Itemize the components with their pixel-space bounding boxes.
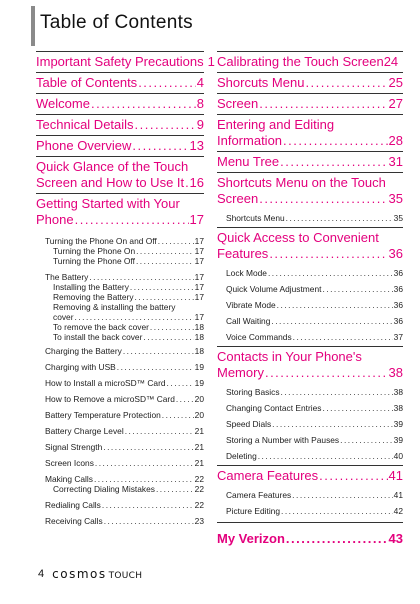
toc-entry-label: Phone [36, 212, 74, 227]
toc-sub-entry[interactable] [217, 213, 403, 223]
toc-entry-label: Charging with USB [45, 362, 116, 372]
dot-leader [103, 442, 193, 452]
toc-entry-label: Deleting [226, 451, 257, 461]
dot-leader [305, 75, 387, 91]
dot-leader [117, 362, 194, 372]
toc-page-number: 21 [194, 458, 204, 468]
toc-page-number: 21 [194, 442, 204, 452]
toc-sub-entry[interactable] [36, 426, 204, 436]
toc-page-number: 20 [194, 394, 204, 404]
dot-leader [102, 500, 194, 510]
dot-leader [258, 451, 393, 461]
toc-page-number: 18 [194, 346, 204, 356]
toc-page-number: 36 [393, 268, 403, 278]
toc-main-entry[interactable] [217, 172, 403, 209]
toc-sub-entry[interactable] [217, 316, 403, 326]
toc-entry-label: Calibrating the Touch Screen [217, 54, 384, 69]
dot-leader [94, 474, 194, 484]
toc-main-entry[interactable] [36, 51, 215, 72]
toc-page-number: 41 [388, 468, 403, 483]
toc-entry-label: Menu Tree [217, 154, 280, 169]
toc-sub-entry[interactable] [217, 268, 403, 278]
toc-sub-entry[interactable] [36, 302, 204, 322]
dot-leader [104, 516, 194, 526]
dot-leader [176, 394, 194, 404]
toc-page-number: 36 [388, 246, 403, 261]
toc-entry-first-line: Getting Started with Your [36, 196, 180, 211]
toc-page-number: 17 [194, 236, 204, 246]
toc-entry-label: Removing & installing the battery [53, 302, 176, 312]
toc-entry-label: Making Calls [45, 474, 93, 484]
toc-main-entry[interactable] [217, 151, 403, 172]
toc-page-number: 18 [194, 332, 204, 342]
toc-page-number: 43 [388, 531, 403, 546]
page-footer [38, 567, 142, 581]
toc-entry-label: Lock Mode [226, 268, 267, 278]
toc-page-number: 35 [388, 191, 403, 206]
toc-entry-label: My Verizon [217, 531, 285, 546]
toc-sub-entry[interactable] [36, 378, 204, 388]
dot-leader [283, 133, 387, 149]
dot-leader [125, 426, 194, 436]
brand-logo: cosmos TOUCH [52, 567, 143, 581]
toc-page-number: 13 [189, 138, 204, 153]
toc-page-number: 22 [194, 500, 204, 510]
toc-sub-entry[interactable] [217, 435, 403, 445]
dot-leader [286, 531, 388, 547]
toc-entry-label: Changing Contact Entries [226, 403, 322, 413]
toc-entry-label: Storing Basics [226, 387, 280, 397]
toc-page-number: 22 [194, 484, 204, 494]
page-number: 4 [38, 568, 45, 580]
toc-page-number: 42 [393, 506, 403, 516]
dot-leader [268, 268, 393, 278]
dot-leader [156, 484, 194, 494]
toc-page-number: 41 [393, 490, 403, 500]
toc-page-number: 35 [393, 213, 403, 223]
toc-entry-label: Memory [217, 365, 264, 380]
toc-main-entry[interactable] [217, 346, 403, 383]
dot-leader [269, 246, 387, 262]
toc-page-number: 23 [194, 516, 204, 526]
dot-leader [89, 272, 193, 282]
toc-entry-label: Charging the Battery [45, 346, 122, 356]
toc-main-entry[interactable] [217, 93, 403, 114]
toc-page-number: 8 [196, 96, 204, 111]
toc-sub-entry[interactable] [36, 394, 204, 404]
dot-leader [322, 403, 392, 413]
toc-entry-label: Quick Volume Adjustment [226, 284, 322, 294]
toc-sub-entry[interactable] [36, 282, 204, 292]
toc-entry-label: Storing a Number with Pauses [226, 435, 340, 445]
toc-sub-entry[interactable] [217, 506, 403, 516]
toc-page-number: 36 [393, 300, 403, 310]
toc-page-number: 18 [194, 322, 204, 332]
toc-page-number: 25 [388, 75, 403, 90]
toc-page-number: 37 [393, 332, 403, 342]
toc-entry-first-line: Contacts in Your Phone's [217, 349, 362, 364]
dot-leader [259, 191, 387, 207]
dot-leader [281, 506, 393, 516]
toc-sub-entry[interactable] [217, 419, 403, 429]
toc-entry-label: Vibrate Mode [226, 300, 276, 310]
toc-sub-entry[interactable] [217, 490, 403, 500]
dot-leader [322, 284, 392, 294]
toc-entry-label: How to Remove a microSD™ Card [45, 394, 175, 404]
toc-page-number: 17 [194, 282, 204, 292]
toc-page-number: 38 [388, 365, 403, 380]
toc-entry-label: Shortcuts Menu [226, 213, 285, 223]
toc-main-entry[interactable] [217, 522, 403, 549]
toc-main-entry[interactable] [36, 72, 204, 93]
toc-page-number: 4 [196, 75, 204, 90]
toc-page-number: 19 [194, 378, 204, 388]
toc-entry-label: Technical Details [36, 117, 134, 132]
dot-leader [185, 175, 188, 191]
toc-entry-label: Screen and How to Use It [36, 175, 185, 190]
page-title: Table of Contents [40, 12, 193, 33]
dot-leader [277, 300, 393, 310]
toc-entry-label: Turning the Phone On [53, 246, 136, 256]
toc-entry-label: Battery Temperature Protection [45, 410, 161, 420]
toc-sub-entry[interactable] [217, 403, 403, 413]
toc-entry-label: Battery Charge Level [45, 426, 124, 436]
toc-entry-label: Turning the Phone On and Off [45, 236, 157, 246]
toc-entry-label: Welcome [36, 96, 90, 111]
toc-entry-label: The Battery [45, 272, 89, 282]
toc-entry-first-line: Shortcuts Menu on the Touch [217, 175, 386, 190]
dot-leader [135, 292, 194, 302]
toc-page-number: 31 [388, 154, 403, 169]
toc-entry-label: To install the back cover [53, 332, 143, 342]
toc-entry-label: Important Safety Precautions [36, 54, 204, 69]
toc-entry-first-line: Entering and Editing [217, 117, 335, 132]
toc-entry-label: Voice Commands [226, 332, 292, 342]
dot-leader [272, 419, 393, 429]
toc-sub-entry[interactable] [217, 387, 403, 397]
toc-page-number: 17 [194, 256, 204, 266]
dot-leader [292, 490, 393, 500]
toc-entry-label: Camera Features [217, 468, 319, 483]
toc-sub-entry[interactable] [36, 362, 204, 372]
dot-leader [162, 410, 194, 420]
toc-sub-entry[interactable] [217, 300, 403, 310]
toc-entry-label: Shorcuts Menu [217, 75, 305, 90]
toc-page-number: 39 [393, 435, 403, 445]
dot-leader [265, 365, 388, 381]
dot-leader [123, 346, 194, 356]
toc-sub-entry[interactable] [217, 332, 403, 342]
toc-entry-label: Signal Strength [45, 442, 103, 452]
toc-page-number: 38 [393, 387, 403, 397]
toc-page-number: 38 [393, 403, 403, 413]
dot-leader [91, 96, 196, 112]
toc-sub-entry[interactable] [217, 284, 403, 294]
toc-sub-entry[interactable] [36, 332, 204, 342]
toc-entry-label: Screen [217, 191, 259, 206]
toc-page-number: 39 [393, 419, 403, 429]
dot-leader [136, 246, 194, 256]
dot-leader [167, 378, 194, 388]
toc-sub-entry[interactable] [36, 516, 204, 526]
dot-leader [143, 332, 193, 342]
toc-sub-entry[interactable] [36, 484, 204, 494]
dot-leader [286, 213, 393, 223]
toc-sub-entry[interactable] [36, 410, 204, 420]
toc-entry-first-line: Quick Glance of the Touch [36, 159, 189, 174]
dot-leader [135, 117, 196, 133]
dot-leader [280, 154, 387, 170]
toc-page-number: 28 [388, 133, 403, 148]
toc-main-entry[interactable] [217, 51, 403, 72]
toc-entry-label: Features [217, 246, 269, 261]
toc-page-number: 17 [194, 272, 204, 282]
dot-leader [95, 458, 194, 468]
toc-main-entry[interactable] [217, 114, 403, 151]
toc-entry-label: Screen Icons [45, 458, 94, 468]
toc-page-number: 22 [194, 474, 204, 484]
toc-sub-entry[interactable] [36, 256, 204, 266]
toc-sub-entry[interactable] [36, 272, 204, 282]
dot-leader [293, 332, 393, 342]
toc-right-column [217, 51, 403, 549]
toc-page-number: 16 [189, 175, 204, 190]
dot-leader [132, 138, 188, 154]
dot-leader [74, 312, 193, 322]
toc-entry-label: Installing the Battery [53, 282, 129, 292]
toc-sub-entry[interactable] [36, 442, 204, 452]
dot-leader [75, 212, 189, 228]
toc-main-entry[interactable] [36, 156, 204, 193]
dot-leader [150, 322, 194, 332]
toc-entry-label: Redialing Calls [45, 500, 101, 510]
toc-entry-label: Removing the Battery [53, 292, 134, 302]
toc-entry-label: cover [53, 312, 74, 322]
toc-left-column [36, 51, 215, 526]
toc-page-number: 36 [393, 284, 403, 294]
toc-page-number: 17 [194, 292, 204, 302]
dot-leader [271, 316, 392, 326]
header-accent-bar [31, 6, 35, 46]
toc-page-number: 20 [194, 410, 204, 420]
toc-entry-label: Camera Features [226, 490, 292, 500]
toc-page-number: 19 [194, 362, 204, 372]
toc-page-number: 40 [393, 451, 403, 461]
toc-sub-entry[interactable] [36, 236, 204, 246]
dot-leader [340, 435, 393, 445]
toc-entry-label: Screen [217, 96, 259, 111]
dot-leader [281, 387, 393, 397]
toc-sub-entry[interactable] [217, 451, 403, 461]
toc-main-entry[interactable] [36, 193, 204, 230]
toc-page-number: 21 [194, 426, 204, 436]
dot-leader [130, 282, 194, 292]
toc-entry-label: Phone Overview [36, 138, 132, 153]
toc-sub-entry[interactable] [36, 246, 204, 256]
toc-main-entry[interactable] [36, 135, 204, 156]
toc-sub-entry[interactable] [36, 292, 204, 302]
toc-entry-label: Call Waiting [226, 316, 271, 326]
toc-main-entry[interactable] [217, 227, 403, 264]
toc-page-number: 17 [189, 212, 204, 227]
toc-entry-label: How to Install a microSD™ Card [45, 378, 166, 388]
toc-main-entry[interactable] [217, 72, 403, 93]
toc-page-number: 17 [194, 246, 204, 256]
toc-sub-entry[interactable] [36, 346, 204, 356]
toc-main-entry[interactable] [217, 465, 403, 486]
toc-page-number: 24 [383, 54, 399, 69]
toc-sub-entry[interactable] [36, 500, 204, 510]
dot-leader [259, 96, 387, 112]
toc-page-number: 36 [393, 316, 403, 326]
toc-sub-entry[interactable] [36, 474, 204, 484]
toc-page-number: 17 [194, 312, 204, 322]
toc-page-number: 27 [388, 96, 403, 111]
dot-leader [136, 256, 194, 266]
toc-main-entry[interactable] [36, 114, 204, 135]
toc-entry-label: Receiving Calls [45, 516, 103, 526]
dot-leader [158, 236, 194, 246]
toc-sub-entry[interactable] [36, 322, 204, 332]
toc-entry-label: Speed Dials [226, 419, 272, 429]
toc-entry-label: Turning the Phone Off [53, 256, 135, 266]
dot-leader [319, 468, 387, 484]
toc-entry-label: Information [217, 133, 283, 148]
toc-entry-label: Correcting Dialing Mistakes [53, 484, 155, 494]
toc-entry-first-line: Quick Access to Convenient [217, 230, 379, 245]
toc-entry-label: To remove the back cover [53, 322, 149, 332]
toc-sub-entry[interactable] [36, 458, 204, 468]
toc-entry-label: Table of Contents [36, 75, 138, 90]
dot-leader [138, 75, 196, 91]
toc-page-number: 9 [196, 117, 204, 132]
toc-main-entry[interactable] [36, 93, 204, 114]
toc-entry-label: Picture Editing [226, 506, 280, 516]
toc-page-number: 1 [207, 54, 215, 69]
